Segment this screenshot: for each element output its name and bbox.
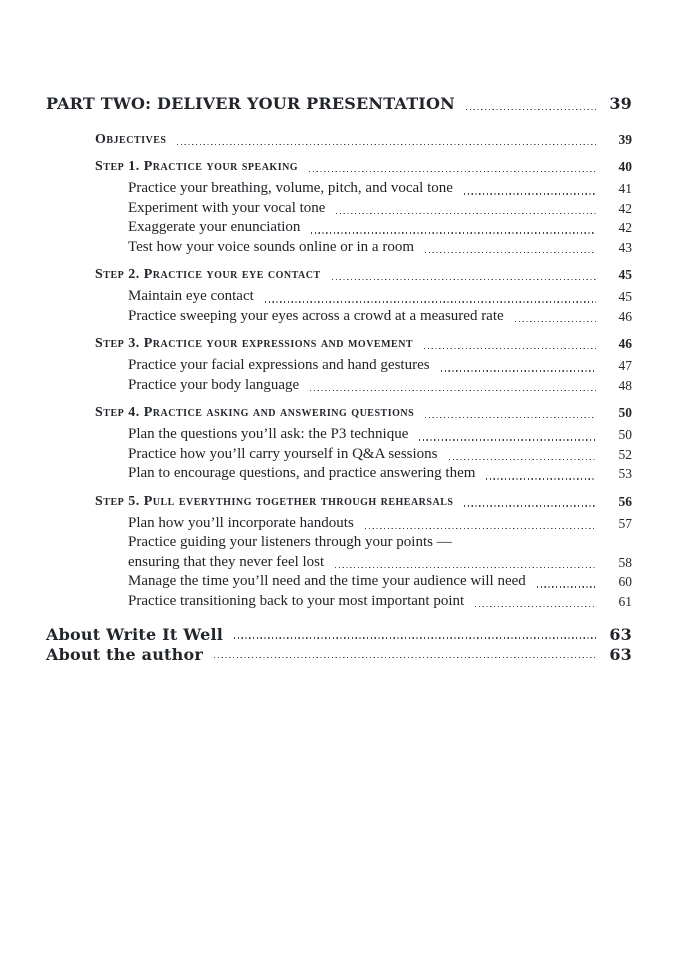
- toc-entry-label: About the author: [46, 644, 203, 664]
- dot-leader: [475, 606, 596, 607]
- page-number: 39: [609, 94, 632, 113]
- dot-leader: [537, 586, 596, 587]
- dot-leader: [441, 370, 596, 371]
- toc-entry: [46, 356, 632, 376]
- page-number: 45: [618, 289, 632, 304]
- dot-leader: [234, 637, 596, 638]
- page-number: 52: [618, 446, 632, 462]
- toc-entry-label: Experiment with your vocal tone: [128, 199, 326, 216]
- dot-leader: [365, 528, 596, 529]
- page-number: 42: [618, 200, 632, 216]
- toc-entry-label: Objectives: [95, 132, 167, 147]
- toc-entry-label: Step 2. Practice your eye contact: [95, 267, 321, 282]
- toc-entry: [46, 592, 632, 612]
- dot-leader: [332, 279, 596, 280]
- dot-leader: [449, 459, 596, 460]
- toc-page: [46, 92, 632, 664]
- toc-entry: [46, 533, 632, 553]
- page-number: 46: [618, 336, 632, 351]
- page-number: 42: [618, 220, 632, 235]
- page-number: 56: [618, 493, 632, 509]
- page-number: 46: [618, 308, 632, 324]
- page-number: 39: [618, 132, 632, 147]
- toc-entry: [46, 287, 632, 307]
- page-number: 43: [618, 239, 632, 255]
- toc-entry: [46, 307, 632, 327]
- toc-entry-label: Plan how you’ll incorporate handouts: [128, 514, 354, 531]
- dot-leader: [177, 144, 596, 145]
- page-number: 57: [618, 515, 632, 531]
- dot-leader: [466, 109, 596, 110]
- toc-entry: [46, 553, 632, 573]
- dot-leader: [419, 439, 596, 440]
- toc-entry-label: Plan the questions you’ll ask: the P3 technique: [128, 426, 409, 442]
- toc-entry: [46, 572, 632, 592]
- page-number: 47: [618, 358, 632, 373]
- toc-entry: [46, 493, 632, 511]
- toc-entry-label: Maintain eye contact: [128, 288, 254, 304]
- toc-entry: [46, 92, 632, 116]
- dot-leader: [335, 567, 596, 568]
- dot-leader: [464, 505, 596, 506]
- toc-entry: [46, 404, 632, 422]
- toc-entry-label: Practice your facial expressions and hand gestures: [128, 357, 430, 373]
- page-number: 60: [618, 574, 632, 589]
- page-number: 40: [618, 159, 632, 174]
- toc-entry-label: Practice how you’ll carry yourself in Q&A sessions: [128, 445, 438, 462]
- dot-leader: [336, 213, 596, 214]
- dot-leader: [214, 657, 596, 658]
- dot-leader: [265, 301, 596, 302]
- page-number: 61: [618, 593, 632, 609]
- toc-entry-label: Practice sweeping your eyes across a crowd at a measured rate: [128, 307, 504, 324]
- dot-leader: [486, 478, 596, 479]
- page-number: 53: [618, 466, 632, 481]
- toc-entry-label: Plan to encourage questions, and practice answering them: [128, 465, 476, 481]
- page-number: 45: [618, 267, 632, 282]
- toc-entry-label: Step 5. Pull everything together through rehearsals: [95, 493, 454, 509]
- toc-entry: [46, 199, 632, 219]
- toc-entry: [46, 514, 632, 534]
- dot-leader: [425, 252, 596, 253]
- toc-entry: [46, 158, 632, 176]
- toc-entry: [46, 376, 632, 396]
- toc-entry-label: Exaggerate your enunciation: [128, 219, 301, 235]
- toc-entry: [46, 131, 632, 149]
- toc-entry-label: Manage the time you’ll need and the time your audience will need: [128, 573, 526, 589]
- toc-entry-label: ensuring that they never feel lost: [128, 553, 325, 570]
- dot-leader: [464, 193, 596, 194]
- dot-leader: [309, 171, 596, 172]
- toc-entry-label: Practice transitioning back to your most important point: [128, 592, 465, 609]
- toc-entry: [46, 238, 632, 258]
- page-number: 48: [618, 377, 632, 393]
- page-number: 41: [618, 181, 632, 196]
- page-number: 50: [618, 405, 632, 420]
- dot-leader: [515, 321, 596, 322]
- toc-entry: [46, 179, 632, 199]
- toc-entry: [46, 425, 632, 445]
- toc-entry: [46, 464, 632, 484]
- table-of-contents: [46, 92, 632, 664]
- dot-leader: [425, 417, 596, 418]
- toc-entry: [46, 445, 632, 465]
- toc-entry-label: Practice your body language: [128, 376, 300, 393]
- toc-entry-label: About Write It Well: [46, 625, 224, 644]
- toc-entry-label: Step 4. Practice asking and answering questions: [95, 405, 415, 420]
- dot-leader: [311, 232, 596, 233]
- toc-entry-label: PART TWO: DELIVER YOUR PRESENTATION: [46, 94, 455, 113]
- dot-leader: [424, 348, 596, 349]
- page-number: 63: [609, 625, 632, 644]
- toc-entry-label: Test how your voice sounds online or in a room: [128, 238, 414, 255]
- dot-leader: [310, 390, 596, 391]
- toc-entry-label: Step 1. Practice your speaking: [95, 159, 299, 174]
- page-number: 50: [618, 427, 632, 442]
- toc-entry: [46, 335, 632, 353]
- toc-entry-label: Step 3. Practice your expressions and movement: [95, 336, 414, 351]
- toc-entry: [46, 645, 632, 665]
- toc-entry: [46, 625, 632, 645]
- toc-entry-label: Practice your breathing, volume, pitch, and vocal tone: [128, 180, 453, 196]
- toc-entry-label: Practice guiding your listeners through your points —: [128, 534, 452, 550]
- toc-entry: [46, 218, 632, 238]
- toc-entry: [46, 266, 632, 284]
- page-number: 63: [609, 644, 632, 664]
- page-number: 58: [618, 554, 632, 570]
